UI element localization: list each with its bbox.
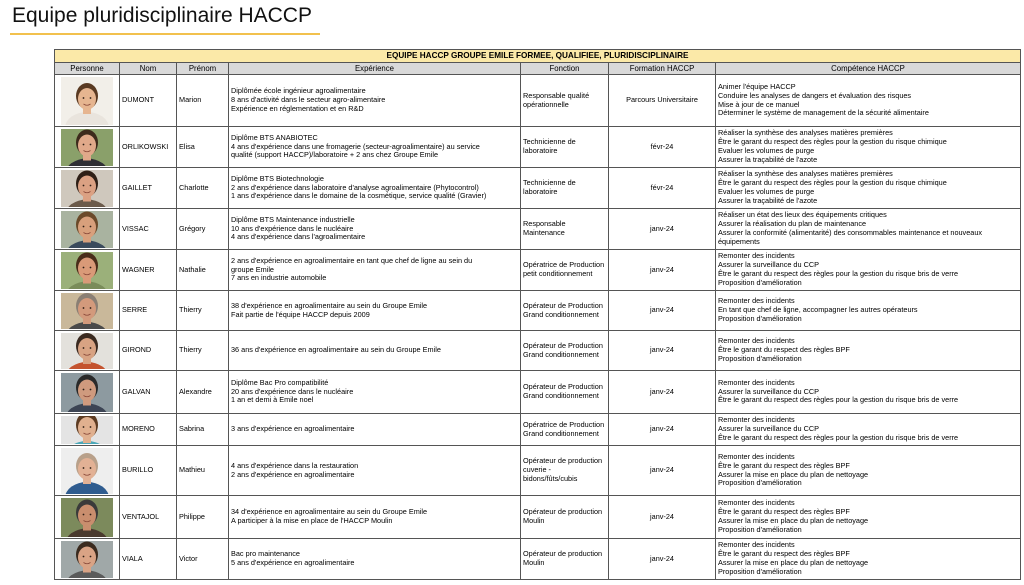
competence-line: Mise à jour de ce manuel [718, 99, 800, 109]
first-name-cell: Alexandre [177, 371, 229, 414]
function-cell: Technicienne de laboratoire [521, 168, 609, 209]
competence-line: En tant que chef de ligne, accompagner les autres opérateurs [718, 305, 918, 315]
competence-line: Conduire les analyses de dangers et évaluation des risques [718, 90, 912, 100]
last-name-cell: GALVAN [120, 371, 177, 414]
first-name-cell: Elisa [177, 127, 229, 168]
competence-line: Réaliser la synthèse des analyses matières premières [718, 128, 893, 138]
competence-line: Assurer la surveillance du CCP [718, 260, 819, 270]
function-cell: Opérateur de production cuverie - bidons/fûts/cubis [521, 446, 609, 496]
column-header-experience: Expérience [229, 63, 521, 75]
first-name-cell: Victor [177, 539, 229, 580]
table-row [55, 291, 1021, 331]
experience-line: 1 ans d'expérience dans le domaine de la cosmétique, service qualité (Gravier) [231, 191, 487, 201]
experience-cell [229, 371, 521, 414]
last-name-cell: GIROND [120, 331, 177, 371]
competence-line: Être le garant du respect des règles pour la gestion du risque chimique [718, 137, 947, 147]
competence-line: Proposition d'amélioration [718, 566, 802, 576]
competence-cell [716, 446, 1021, 496]
person-photo [61, 333, 113, 369]
function-cell: Responsable Maintenance [521, 209, 609, 250]
competence-line: Assurer la traçabilité de l'azote [718, 154, 818, 164]
competence-line: Réaliser la synthèse des analyses matières premières [718, 169, 893, 179]
table-row [55, 414, 1021, 446]
competence-line: Être le garant du respect des règles pour la gestion du risque chimique [718, 178, 947, 188]
competence-line: Être le garant du respect des règles BPF [718, 460, 850, 470]
competence-line: Être le garant du respect des règles BPF [718, 345, 850, 355]
last-name-cell: ORLIKOWSKI [120, 127, 177, 168]
training-cell: janv-24 [609, 209, 716, 250]
photo-cell [55, 414, 120, 446]
person-photo [61, 129, 113, 166]
function-cell: Technicienne de laboratoire [521, 127, 609, 168]
function-cell: Opératrice de Production petit conditionnement [521, 250, 609, 291]
training-cell: janv-24 [609, 291, 716, 331]
experience-cell [229, 209, 521, 250]
competence-line: Remonter des incidents [718, 415, 795, 425]
column-header-prenom: Prénom [177, 63, 229, 75]
competence-line: Assurer la conformité (alimentarité) des consommables maintenance et nouveaux [718, 228, 983, 237]
competence-line: Remonter des incidents [718, 296, 795, 306]
person-photo [61, 373, 113, 412]
person-photo [61, 252, 113, 289]
experience-line: 4 ans d'expérience dans la restauration [231, 460, 359, 470]
training-cell: janv-24 [609, 496, 716, 539]
photo-cell [55, 496, 120, 539]
last-name-cell: GAILLET [120, 168, 177, 209]
competence-line: Assurer la surveillance du CCP [718, 424, 819, 434]
table-row [55, 496, 1021, 539]
competence-line: Assurer la mise en place du plan de nettoyage [718, 558, 869, 567]
competence-line: équipements [718, 236, 760, 246]
last-name-cell: VIALA [120, 539, 177, 580]
competence-line: Animer l'équipe HACCP [718, 81, 796, 91]
experience-cell [229, 331, 521, 371]
competence-line: Proposition d'amélioration [718, 277, 802, 287]
table-title: EQUIPE HACCP GROUPE EMILE FORMEE, QUALIFIEE, PLURIDISCIPLINAIRE [55, 50, 1021, 63]
competence-line: Evaluer les volumes de purge [718, 146, 815, 155]
first-name-cell: Philippe [177, 496, 229, 539]
experience-line: 36 ans d'expérience en agroalimentaire au sein du Groupe Emile [231, 345, 441, 355]
competence-line: Assurer la réalisation du plan de maintenance [718, 219, 867, 229]
photo-cell [55, 331, 120, 371]
function-cell: Opérateur de Production Grand conditionnement [521, 371, 609, 414]
competence-line: Réaliser un état des lieux des équipements critiques [718, 210, 887, 220]
photo-cell [55, 371, 120, 414]
competence-cell [716, 371, 1021, 414]
training-cell: janv-24 [609, 331, 716, 371]
table-row [55, 168, 1021, 209]
competence-line: Être le garant du respect des règles pour la gestion du risque bris de verre [718, 269, 959, 278]
column-header-formation: Formation HACCP [609, 63, 716, 75]
experience-line: Expérience en réglementation et en R&D [231, 103, 364, 113]
experience-cell [229, 539, 521, 580]
experience-line: 2 ans d'expérience en agroalimentaire [231, 469, 355, 479]
competence-line: Proposition d'amélioration [718, 313, 802, 323]
table-row [55, 331, 1021, 371]
person-photo [61, 293, 113, 329]
training-cell: janv-24 [609, 250, 716, 291]
experience-line: groupe Emile [231, 264, 274, 274]
competence-line: Proposition d'amélioration [718, 353, 802, 363]
photo-cell [55, 209, 120, 250]
column-header-row [55, 63, 1021, 75]
last-name-cell: MORENO [120, 414, 177, 446]
experience-line: Diplôme BTS Maintenance industrielle [231, 214, 355, 224]
competence-line: Être le garant du respect des règles pour la gestion du risque bris de verre [718, 432, 959, 442]
experience-cell [229, 291, 521, 331]
last-name-cell: SERRE [120, 291, 177, 331]
experience-line: 10 ans d'expérience dans le nucléaire [231, 223, 354, 233]
person-photo [61, 170, 113, 207]
experience-line: 38 d'expérience en agroalimentaire au sein du Groupe Emile [231, 300, 428, 310]
experience-line: 7 ans en industrie automobile [231, 273, 327, 283]
photo-cell [55, 446, 120, 496]
training-cell: févr-24 [609, 168, 716, 209]
function-cell: Opérateur de production Moulin [521, 496, 609, 539]
experience-line: A participer à la mise en place de l'HACCP Moulin [231, 516, 393, 525]
first-name-cell: Grégory [177, 209, 229, 250]
table-row [55, 75, 1021, 127]
competence-line: Assurer la traçabilité de l'azote [718, 195, 818, 205]
competence-line: Remonter des incidents [718, 540, 795, 550]
first-name-cell: Thierry [177, 331, 229, 371]
competence-line: Evaluer les volumes de purge [718, 187, 815, 196]
competence-cell [716, 291, 1021, 331]
competence-cell [716, 414, 1021, 446]
experience-line: Fait partie de l'équipe HACCP depuis 2009 [231, 309, 370, 319]
experience-line: Diplôme BTS ANABIOTEC [231, 132, 318, 142]
last-name-cell: VENTAJOL [120, 496, 177, 539]
first-name-cell: Marion [177, 75, 229, 127]
first-name-cell: Thierry [177, 291, 229, 331]
table-body [55, 75, 1021, 580]
experience-line: 4 ans d'expérience dans une fromagerie (secteur-agroalimentaire) au service [231, 141, 480, 151]
experience-cell [229, 127, 521, 168]
last-name-cell: DUMONT [120, 75, 177, 127]
person-photo [61, 498, 113, 537]
last-name-cell: BURILLO [120, 446, 177, 496]
competence-line: Assurer la mise en place du plan de nettoyage [718, 469, 869, 479]
experience-line: 2 ans d'expérience dans laboratoire d'analyse agroalimentaire (Phytocontrol) [231, 182, 479, 192]
competence-cell [716, 496, 1021, 539]
competence-line: Être le garant du respect des règles pour la gestion du risque bris de verre [718, 395, 959, 405]
function-cell: Opérateur de production Moulin [521, 539, 609, 580]
experience-line: 3 ans d'expérience en agroalimentaire [231, 424, 355, 434]
person-photo [61, 448, 113, 494]
competence-line: Déterminer le système de management de la sécurité alimentaire [718, 108, 929, 118]
function-cell: Opérateur de Production Grand conditionnement [521, 331, 609, 371]
experience-line: Diplôme Bac Pro compatibilité [231, 377, 329, 387]
first-name-cell: Mathieu [177, 446, 229, 496]
experience-line: Diplôme BTS Biotechnologie [231, 173, 324, 183]
competence-cell [716, 539, 1021, 580]
experience-line: 1 an et demi à Emile noel [231, 395, 314, 405]
function-cell: Responsable qualité opérationnelle [521, 75, 609, 127]
competence-cell [716, 209, 1021, 250]
competence-cell [716, 75, 1021, 127]
experience-cell [229, 496, 521, 539]
training-cell: janv-24 [609, 414, 716, 446]
competence-line: Être le garant du respect des règles BPF [718, 507, 850, 517]
column-header-nom: Nom [120, 63, 177, 75]
competence-line: Proposition d'amélioration [718, 524, 802, 534]
experience-cell [229, 414, 521, 446]
table-row [55, 250, 1021, 291]
table-row [55, 127, 1021, 168]
experience-line: 8 ans d'activité dans le secteur agro-alimentaire [231, 95, 386, 105]
experience-cell [229, 446, 521, 496]
competence-line: Remonter des incidents [718, 251, 795, 261]
function-cell: Opératrice de Production Grand conditionnement [521, 414, 609, 446]
person-photo [61, 77, 113, 125]
table-row [55, 209, 1021, 250]
training-cell: janv-24 [609, 446, 716, 496]
photo-cell [55, 250, 120, 291]
competence-line: Remonter des incidents [718, 451, 795, 461]
competence-line: Être le garant du respect des règles BPF [718, 549, 850, 559]
experience-cell [229, 250, 521, 291]
title-underline [10, 33, 320, 35]
photo-cell [55, 168, 120, 209]
table-row [55, 446, 1021, 496]
function-cell: Opérateur de Production Grand conditionnement [521, 291, 609, 331]
competence-line: Remonter des incidents [718, 336, 795, 346]
column-header-person: Personne [55, 63, 120, 75]
experience-line: 4 ans d'expérience dans l'agroalimentaire [231, 232, 366, 242]
competence-line: Proposition d'amélioration [718, 478, 802, 488]
training-cell: févr-24 [609, 127, 716, 168]
training-cell: janv-24 [609, 539, 716, 580]
first-name-cell: Nathalie [177, 250, 229, 291]
competence-cell [716, 127, 1021, 168]
experience-cell [229, 168, 521, 209]
experience-line: 34 d'expérience en agroalimentaire au sein du Groupe Emile [231, 507, 428, 517]
first-name-cell: Sabrina [177, 414, 229, 446]
competence-line: Assurer la mise en place du plan de nettoyage [718, 516, 869, 525]
person-photo [61, 541, 113, 578]
table-row [55, 539, 1021, 580]
haccp-team-table [54, 49, 1021, 580]
first-name-cell: Charlotte [177, 168, 229, 209]
experience-line: Bac pro maintenance [231, 549, 300, 559]
person-photo [61, 416, 113, 444]
competence-line: Remonter des incidents [718, 377, 795, 387]
experience-cell [229, 75, 521, 127]
experience-line: 2 ans d'expérience en agroalimentaire en tant que chef de ligne au sein du [231, 255, 473, 265]
experience-line: Diplômée école ingénieur agroalimentaire [231, 86, 366, 96]
photo-cell [55, 75, 120, 127]
photo-cell [55, 291, 120, 331]
competence-cell [716, 250, 1021, 291]
experience-line: 20 ans d'expérience dans le nucléaire [231, 386, 354, 396]
competence-line: Remonter des incidents [718, 498, 795, 508]
page-title: Equipe pluridisciplinaire HACCP [12, 4, 312, 27]
competence-line: Assurer la surveillance du CCP [718, 386, 819, 396]
last-name-cell: WAGNER [120, 250, 177, 291]
training-cell: Parcours Universitaire [609, 75, 716, 127]
column-header-fonction: Fonction [521, 63, 609, 75]
experience-line: 5 ans d'expérience en agroalimentaire [231, 558, 355, 567]
experience-line: qualité (support HACCP)/laboratoire + 2 ans chez Groupe Emile [231, 150, 439, 160]
training-cell: janv-24 [609, 371, 716, 414]
table-row [55, 371, 1021, 414]
person-photo [61, 211, 113, 248]
photo-cell [55, 127, 120, 168]
competence-cell [716, 331, 1021, 371]
last-name-cell: VISSAC [120, 209, 177, 250]
competence-cell [716, 168, 1021, 209]
photo-cell [55, 539, 120, 580]
column-header-competence: Compétence HACCP [716, 63, 1021, 75]
